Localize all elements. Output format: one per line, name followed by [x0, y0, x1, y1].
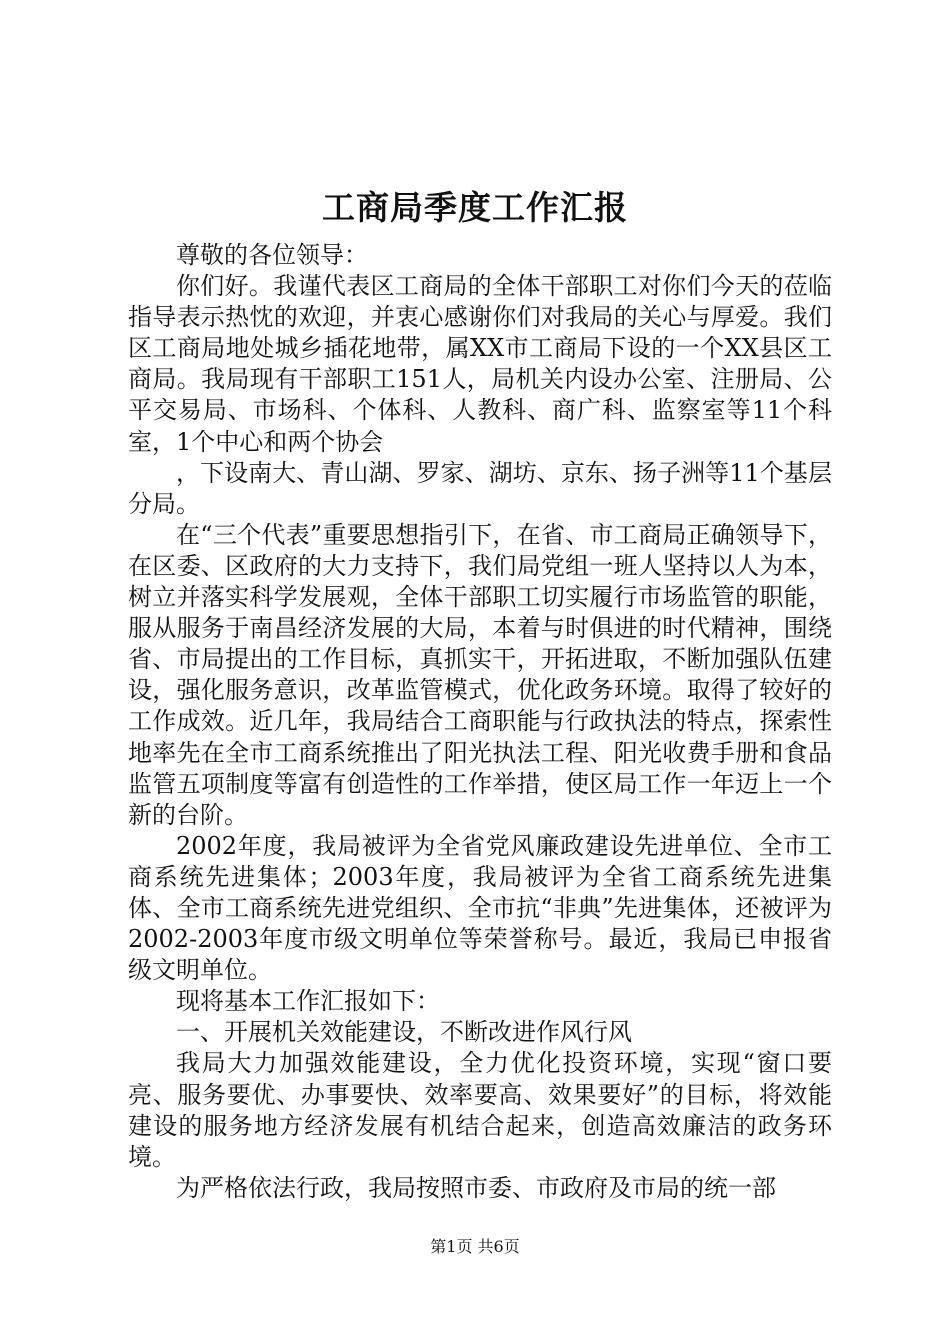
paragraph-branches: ，下设南大、青山湖、罗家、湖坊、京东、扬子洲等11个基层分局。: [128, 458, 832, 518]
paragraph-achievements: 在“三个代表”重要思想指引下，在省、市工商局正确领导下，在区委、区政府的大力支持下，我们局党组一班人坚持以人为本，树立并落实科学发展观，全体干部职工切实履行市场监管的职能，服从服务于南昌经济发展的大局，本着与时俱进的时代精神，围绕省、市局提出的工作目标，真抓实干，开拓进取，不断加强队伍建设，强化服务意识，改革监管模式，优化政务环境。取得了较好的工作成效。近几年，我局结合工商职能与行政执法的特点，探索性地率先在全市工商系统推出了阳光执法工程、阳光收费手册和食品监管五项制度等富有创造性的工作举措，使区局工作一年迈上一个新的台阶。: [128, 520, 832, 829]
paragraph-intro: 现将基本工作汇报如下：: [176, 987, 440, 1016]
paragraph-greeting: 你们好。我谨代表区工商局的全体干部职工对你们今天的莅临指导表示热忱的欢迎，并衷心感谢你们对我局的关心与厚爱。我们区工商局地处城乡插花地带，属XX市工商局下设的一个XX县区工商局。我局现有干部职工151人，局机关内设办公室、注册局、公平交易局、市场科、个体科、人教科、商广科、监察室等11个科室，1个中心和两个协会: [128, 272, 832, 456]
paragraph-salutation: 尊敬的各位领导：: [176, 241, 368, 269]
page-footer: 第1页 共6页: [430, 1237, 520, 1256]
section-heading-1: 一、开展机关效能建设，不断改进作风行风: [176, 1018, 632, 1047]
document-title: 工商局季度工作汇报: [322, 188, 628, 227]
paragraph-efficiency: 我局大力加强效能建设，全力优化投资环境，实现“窗口要亮、服务要优、办事要快、效率要高、效果要好”的目标，将效能建设的服务地方经济发展有机结合起来，创造高效廉洁的政务环境。: [128, 1049, 832, 1171]
paragraph-law: 为严格依法行政，我局按照市委、市政府及市局的统一部: [176, 1173, 776, 1202]
document-body: [128, 240, 832, 1204]
paragraph-honors: 2002年度，我局被评为全省党风廉政建设先进单位、全市工商系统先进集体；2003年度，我局被评为全省工商系统先进集体、全市工商系统先进党组织、全市抗“非典”先进集体，还被评为2002-2003年度市级文明单位等荣誉称号。最近，我局已申报省级文明单位。: [128, 831, 832, 985]
